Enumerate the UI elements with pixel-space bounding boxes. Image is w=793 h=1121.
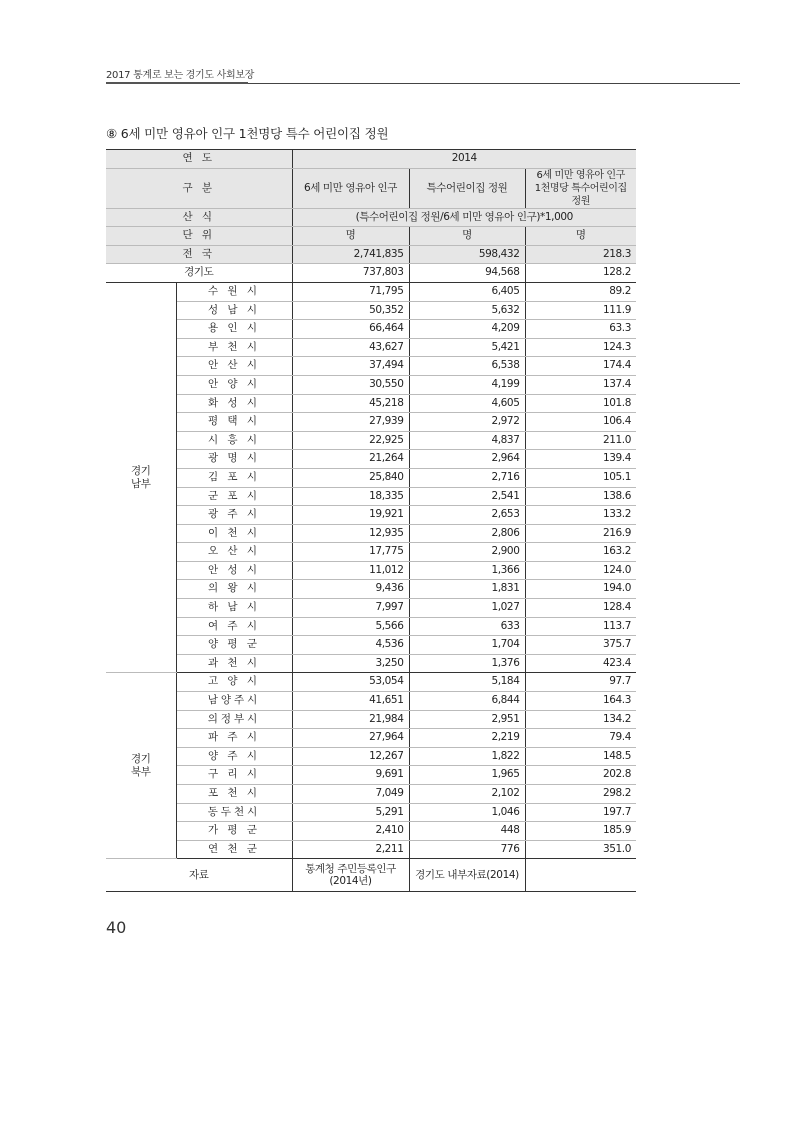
rate-value: 148.5	[525, 747, 636, 766]
province-name: 경기도	[106, 264, 292, 283]
capacity-value: 633	[409, 617, 525, 636]
capacity-value: 1,965	[409, 766, 525, 785]
rate-value: 128.4	[525, 599, 636, 618]
population-value: 27,939	[292, 413, 409, 432]
population-value: 2,410	[292, 822, 409, 841]
population-value: 18,335	[292, 487, 409, 506]
city-name: 안 산 시	[176, 357, 292, 376]
population-value: 21,264	[292, 450, 409, 469]
rate-value: 106.4	[525, 413, 636, 432]
city-name: 오 산 시	[176, 543, 292, 562]
north-region-label-line1: 경기	[131, 752, 151, 765]
unit-capacity: 명	[409, 227, 525, 246]
city-name: 광 주 시	[176, 506, 292, 525]
capacity-value: 4,837	[409, 431, 525, 450]
column-header-rate-line1: 6세 미만 영유아 인구	[536, 169, 625, 181]
rate-value: 351.0	[525, 840, 636, 859]
header-rule-thick	[106, 82, 248, 84]
north-region-label	[106, 673, 176, 859]
population-value: 9,691	[292, 766, 409, 785]
capacity-value: 5,632	[409, 301, 525, 320]
capacity-value: 1,046	[409, 803, 525, 822]
city-name: 안 양 시	[176, 375, 292, 394]
rate-value: 197.7	[525, 803, 636, 822]
table-row	[106, 580, 636, 599]
population-value: 9,436	[292, 580, 409, 599]
capacity-value: 2,951	[409, 710, 525, 729]
capacity-value: 2,716	[409, 468, 525, 487]
capacity-value: 2,972	[409, 413, 525, 432]
population-value: 5,566	[292, 617, 409, 636]
population-value: 7,997	[292, 599, 409, 618]
capacity-value: 2,653	[409, 506, 525, 525]
population-value: 19,921	[292, 506, 409, 525]
population-value: 12,935	[292, 524, 409, 543]
city-name: 의정부시	[176, 710, 292, 729]
table-row	[106, 524, 636, 543]
population-value: 21,984	[292, 710, 409, 729]
south-region-label-line1: 경기	[131, 464, 151, 477]
table-row	[106, 375, 636, 394]
capacity-value: 4,199	[409, 375, 525, 394]
table-row	[106, 599, 636, 618]
population-value: 37,494	[292, 357, 409, 376]
table-row	[106, 561, 636, 580]
capacity-value: 1,704	[409, 636, 525, 655]
table-row	[106, 487, 636, 506]
running-header: 2017 통계로 보는 경기도 사회보장	[106, 70, 255, 81]
population-value: 50,352	[292, 301, 409, 320]
capacity-value: 2,900	[409, 543, 525, 562]
unit-label: 단 위	[106, 227, 292, 246]
rate-value: 133.2	[525, 506, 636, 525]
population-value: 7,049	[292, 785, 409, 804]
rate-value: 194.0	[525, 580, 636, 599]
population-value: 41,651	[292, 692, 409, 711]
rate-value: 97.7	[525, 673, 636, 692]
table-row	[106, 468, 636, 487]
table-row	[106, 692, 636, 711]
province-rate: 128.2	[525, 264, 636, 283]
city-name: 평 택 시	[176, 413, 292, 432]
city-name: 성 남 시	[176, 301, 292, 320]
rate-value: 113.7	[525, 617, 636, 636]
city-name: 고 양 시	[176, 673, 292, 692]
rate-value: 124.0	[525, 561, 636, 580]
capacity-value: 2,102	[409, 785, 525, 804]
city-name: 포 천 시	[176, 785, 292, 804]
rate-value: 124.3	[525, 338, 636, 357]
population-value: 25,840	[292, 468, 409, 487]
rate-value: 163.2	[525, 543, 636, 562]
statistics-table	[106, 149, 636, 892]
rate-value: 137.4	[525, 375, 636, 394]
table-row	[106, 450, 636, 469]
city-name: 이 천 시	[176, 524, 292, 543]
rate-value: 164.3	[525, 692, 636, 711]
nation-name: 전 국	[106, 245, 292, 264]
unit-row	[106, 227, 636, 246]
source-population-line1: 통계청 주민등록인구	[305, 863, 396, 876]
city-name: 구 리 시	[176, 766, 292, 785]
population-value: 12,267	[292, 747, 409, 766]
year-value: 2014	[292, 150, 636, 169]
table-row	[106, 543, 636, 562]
population-value: 3,250	[292, 654, 409, 673]
population-value: 11,012	[292, 561, 409, 580]
city-name: 여 주 시	[176, 617, 292, 636]
province-row	[106, 264, 636, 283]
table-row	[106, 394, 636, 413]
rate-value: 202.8	[525, 766, 636, 785]
population-value: 30,550	[292, 375, 409, 394]
population-value: 2,211	[292, 840, 409, 859]
population-value: 17,775	[292, 543, 409, 562]
capacity-value: 6,405	[409, 282, 525, 301]
table-row	[106, 338, 636, 357]
city-name: 양 평 군	[176, 636, 292, 655]
rate-value: 375.7	[525, 636, 636, 655]
header-rule-thin	[248, 83, 740, 84]
capacity-value: 4,605	[409, 394, 525, 413]
rate-value: 79.4	[525, 729, 636, 748]
capacity-value: 4,209	[409, 320, 525, 339]
unit-population: 명	[292, 227, 409, 246]
capacity-value: 2,541	[409, 487, 525, 506]
source-label: 자료	[106, 859, 292, 892]
city-name: 과 천 시	[176, 654, 292, 673]
rate-value: 298.2	[525, 785, 636, 804]
source-population-line2: (2014년)	[329, 875, 372, 888]
formula-row	[106, 208, 636, 227]
capacity-value: 1,366	[409, 561, 525, 580]
table-row	[106, 654, 636, 673]
table-row	[106, 413, 636, 432]
table-row	[106, 785, 636, 804]
city-name: 용 인 시	[176, 320, 292, 339]
table-row	[106, 506, 636, 525]
table-row	[106, 431, 636, 450]
population-value: 71,795	[292, 282, 409, 301]
city-name: 시 흥 시	[176, 431, 292, 450]
city-name: 김 포 시	[176, 468, 292, 487]
year-header-row	[106, 150, 636, 169]
city-name: 수 원 시	[176, 282, 292, 301]
statistics-table-body	[106, 150, 636, 892]
nation-population: 2,741,835	[292, 245, 409, 264]
table-row	[106, 766, 636, 785]
capacity-value: 2,806	[409, 524, 525, 543]
population-value: 45,218	[292, 394, 409, 413]
rate-value: 211.0	[525, 431, 636, 450]
table-title: ⑧ 6세 미만 영유아 인구 1천명당 특수 어린이집 정원	[106, 126, 389, 141]
table-row	[106, 617, 636, 636]
rate-value: 63.3	[525, 320, 636, 339]
category-label: 구 분	[106, 168, 292, 208]
capacity-value: 1,831	[409, 580, 525, 599]
table-row	[106, 803, 636, 822]
rate-value: 216.9	[525, 524, 636, 543]
column-header-population: 6세 미만 영유아 인구	[292, 168, 409, 208]
rate-value: 185.9	[525, 822, 636, 841]
column-header-rate-line2: 1천명당 특수어린이집 정원	[534, 182, 627, 207]
province-capacity: 94,568	[409, 264, 525, 283]
capacity-value: 776	[409, 840, 525, 859]
population-value: 4,536	[292, 636, 409, 655]
rate-value: 111.9	[525, 301, 636, 320]
population-value: 22,925	[292, 431, 409, 450]
capacity-value: 1,376	[409, 654, 525, 673]
table-row	[106, 636, 636, 655]
city-name: 양 주 시	[176, 747, 292, 766]
city-name: 파 주 시	[176, 729, 292, 748]
south-region-label-line2: 남부	[131, 477, 151, 490]
year-label: 연 도	[106, 150, 292, 169]
rate-value: 139.4	[525, 450, 636, 469]
province-population: 737,803	[292, 264, 409, 283]
rate-value: 101.8	[525, 394, 636, 413]
column-header-rate	[525, 168, 636, 208]
column-header-row	[106, 168, 636, 208]
city-name: 하 남 시	[176, 599, 292, 618]
city-name: 남양주시	[176, 692, 292, 711]
city-name: 안 성 시	[176, 561, 292, 580]
table-row	[106, 729, 636, 748]
capacity-value: 6,538	[409, 357, 525, 376]
table-row	[106, 822, 636, 841]
city-name: 연 천 군	[176, 840, 292, 859]
population-value: 43,627	[292, 338, 409, 357]
population-value: 53,054	[292, 673, 409, 692]
city-name: 부 천 시	[176, 338, 292, 357]
table-row	[106, 840, 636, 859]
rate-value: 105.1	[525, 468, 636, 487]
table-row	[106, 710, 636, 729]
table-row	[106, 282, 636, 301]
city-name: 군 포 시	[176, 487, 292, 506]
nation-row	[106, 245, 636, 264]
source-capacity: 경기도 내부자료(2014)	[409, 859, 525, 892]
unit-rate: 명	[525, 227, 636, 246]
nation-rate: 218.3	[525, 245, 636, 264]
population-value: 5,291	[292, 803, 409, 822]
source-rate	[525, 859, 636, 892]
city-name: 광 명 시	[176, 450, 292, 469]
page-number: 40	[106, 918, 127, 937]
rate-value: 89.2	[525, 282, 636, 301]
source-row	[106, 859, 636, 892]
rate-value: 138.6	[525, 487, 636, 506]
city-name: 가 평 군	[176, 822, 292, 841]
capacity-value: 1,027	[409, 599, 525, 618]
formula-text: (특수어린이집 정원/6세 미만 영유아 인구)*1,000	[292, 208, 636, 227]
rate-value: 174.4	[525, 357, 636, 376]
table-row	[106, 673, 636, 692]
capacity-value: 1,822	[409, 747, 525, 766]
north-region-label-line2: 북부	[131, 765, 151, 778]
city-name: 동두천시	[176, 803, 292, 822]
source-population	[292, 859, 409, 892]
nation-capacity: 598,432	[409, 245, 525, 264]
rate-value: 134.2	[525, 710, 636, 729]
population-value: 66,464	[292, 320, 409, 339]
capacity-value: 6,844	[409, 692, 525, 711]
column-header-capacity: 특수어린이집 정원	[409, 168, 525, 208]
table-row	[106, 357, 636, 376]
capacity-value: 5,184	[409, 673, 525, 692]
south-region-label	[106, 282, 176, 672]
city-name: 의 왕 시	[176, 580, 292, 599]
population-value: 27,964	[292, 729, 409, 748]
capacity-value: 2,219	[409, 729, 525, 748]
capacity-value: 2,964	[409, 450, 525, 469]
city-name: 화 성 시	[176, 394, 292, 413]
table-row	[106, 301, 636, 320]
table-row	[106, 747, 636, 766]
formula-label: 산 식	[106, 208, 292, 227]
rate-value: 423.4	[525, 654, 636, 673]
capacity-value: 5,421	[409, 338, 525, 357]
capacity-value: 448	[409, 822, 525, 841]
table-row	[106, 320, 636, 339]
